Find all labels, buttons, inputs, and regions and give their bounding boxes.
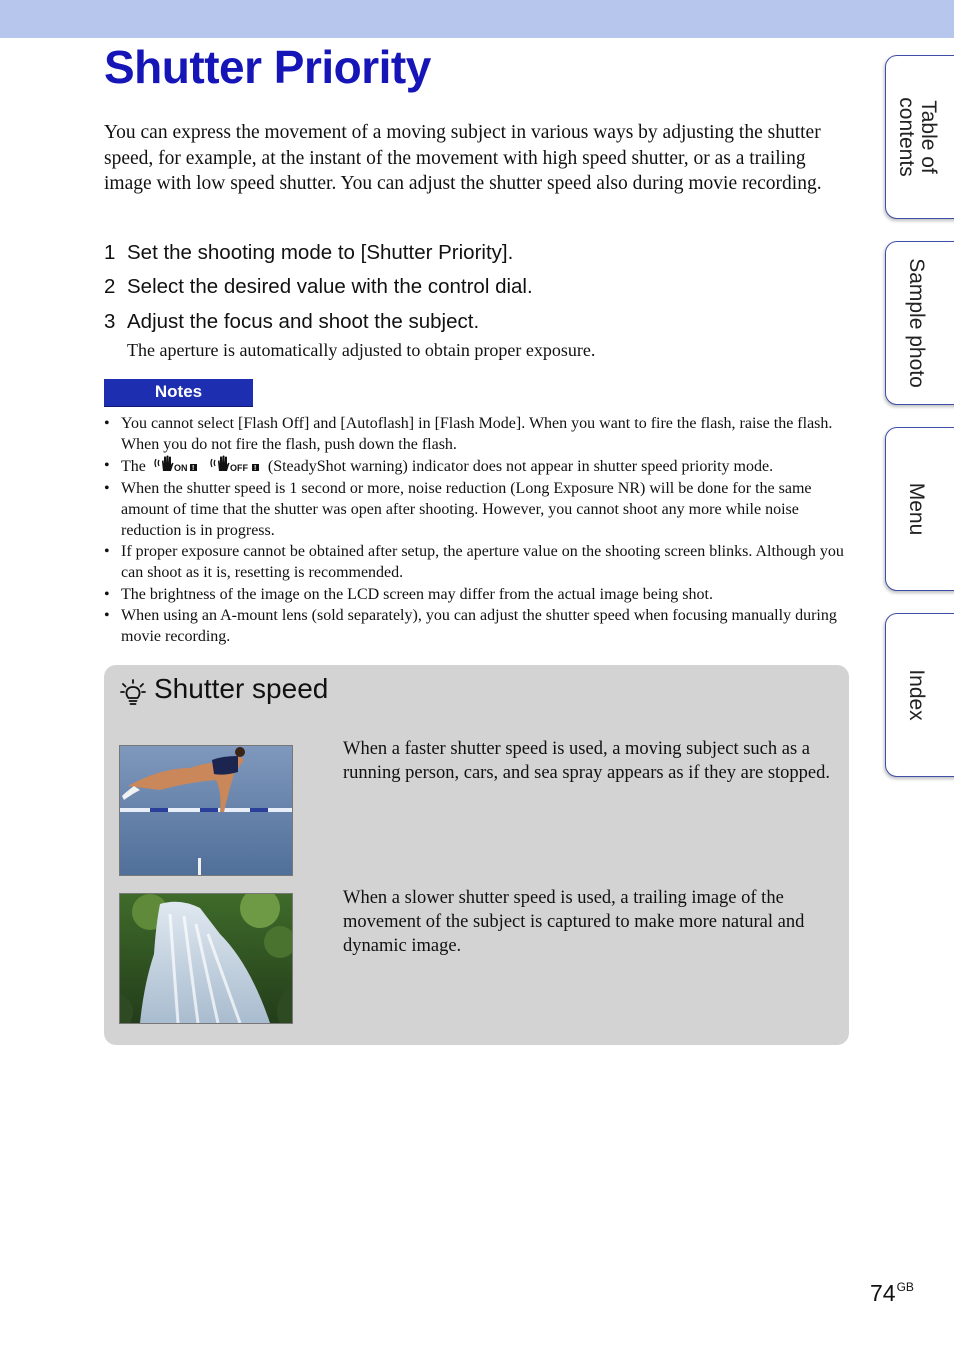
slow-shutter-text: When a slower shutter speed is used, a trailing image of the movement of the subject is captured to make more natural and dynamic image. [343,888,805,956]
step-1 [104,241,513,265]
note-item: • The ON ! OFF ! (SteadyShot warning) indicator does not appear in shutter speed priority mode. [104,457,774,476]
step-number: 2 [104,275,116,298]
note-item: • The brightness of the image on the LCD screen may differ from the actual image being shot. [104,584,849,605]
steadyshot-on-badge: ! [191,465,195,473]
note-item: • If proper exposure cannot be obtained after setup, the aperture value on the shooting screen blinks. Although you can shoot as it is, resetting is recommended. [104,543,844,582]
steadyshot-off-badge: ! [253,465,257,473]
note-item: • When using an A-mount lens (sold separately), you can adjust the shutter speed when focusing manually during movie recording. [104,606,837,646]
tip-title: Shutter speed [154,673,329,704]
page-suffix: GB [896,1280,914,1294]
steadyshot-off-text: OFF [229,463,248,474]
notes-badge: Notes [104,379,253,407]
bullet: • [104,457,110,475]
intro-paragraph: You can express the movement of a moving subject in various ways by adjusting the shutter speed, for example, at the instant of the movement with high speed shutter, or as a trailing image with low speed shutter. You can adjust the shutter speed also during movie recording. [104,122,822,194]
tab-sample-photo[interactable]: Sample photo [885,241,954,405]
step-number: 3 [104,310,116,333]
step-text: Select the desired value with the control dial. [127,275,533,298]
top-band [0,0,954,38]
step-text: Set the shooting mode to [Shutter Priority]. [127,241,514,264]
bullet: • [104,585,110,603]
note-item: • When the shutter speed is 1 second or more, noise reduction (Long Exposure NR) will be done for the same amount of time that the shutter was open after shooting. However, you cannot shoot any more while noise reduction is in progress. [104,479,812,540]
bullet: • [104,606,110,624]
tab-index[interactable]: Index [885,613,954,777]
hint-bulb-icon [120,679,146,707]
bullet: • [104,543,110,561]
page-number: $74^{GB}$ [870,1280,914,1306]
bullet: • [104,479,110,497]
step-number: 1 [104,241,116,264]
steadyshot-on-text: ON [173,463,188,474]
bullet: • [104,415,110,432]
tip-box [104,665,849,1045]
steadyshot-off-icon [210,455,260,473]
step-text: Adjust the focus and shoot the subject. [127,310,480,333]
waterfall-photo [119,893,293,1024]
tab-table-of-contents[interactable]: Table of contents [885,55,954,219]
page-title: Shutter Priority [104,41,431,93]
step-3 [104,310,479,334]
high-jump-photo [119,745,293,876]
notes-list [104,413,849,647]
step-2 [104,275,533,299]
fast-shutter-text: When a faster shutter speed is used, a moving subject such as a running person, cars, and sea spray appears as if they are stopped. [343,739,830,783]
note-item: • You cannot select [Flash Off] and [Autoflash] in [Flash Mode]. When you want to fire the flash, raise the flash. When you do not fire the flash, push down the flash. [104,415,833,454]
steadyshot-on-icon [154,455,198,473]
step-3-detail: The aperture is automatically adjusted to obtain proper exposure. [127,340,596,360]
tab-menu[interactable]: Menu [885,427,954,591]
